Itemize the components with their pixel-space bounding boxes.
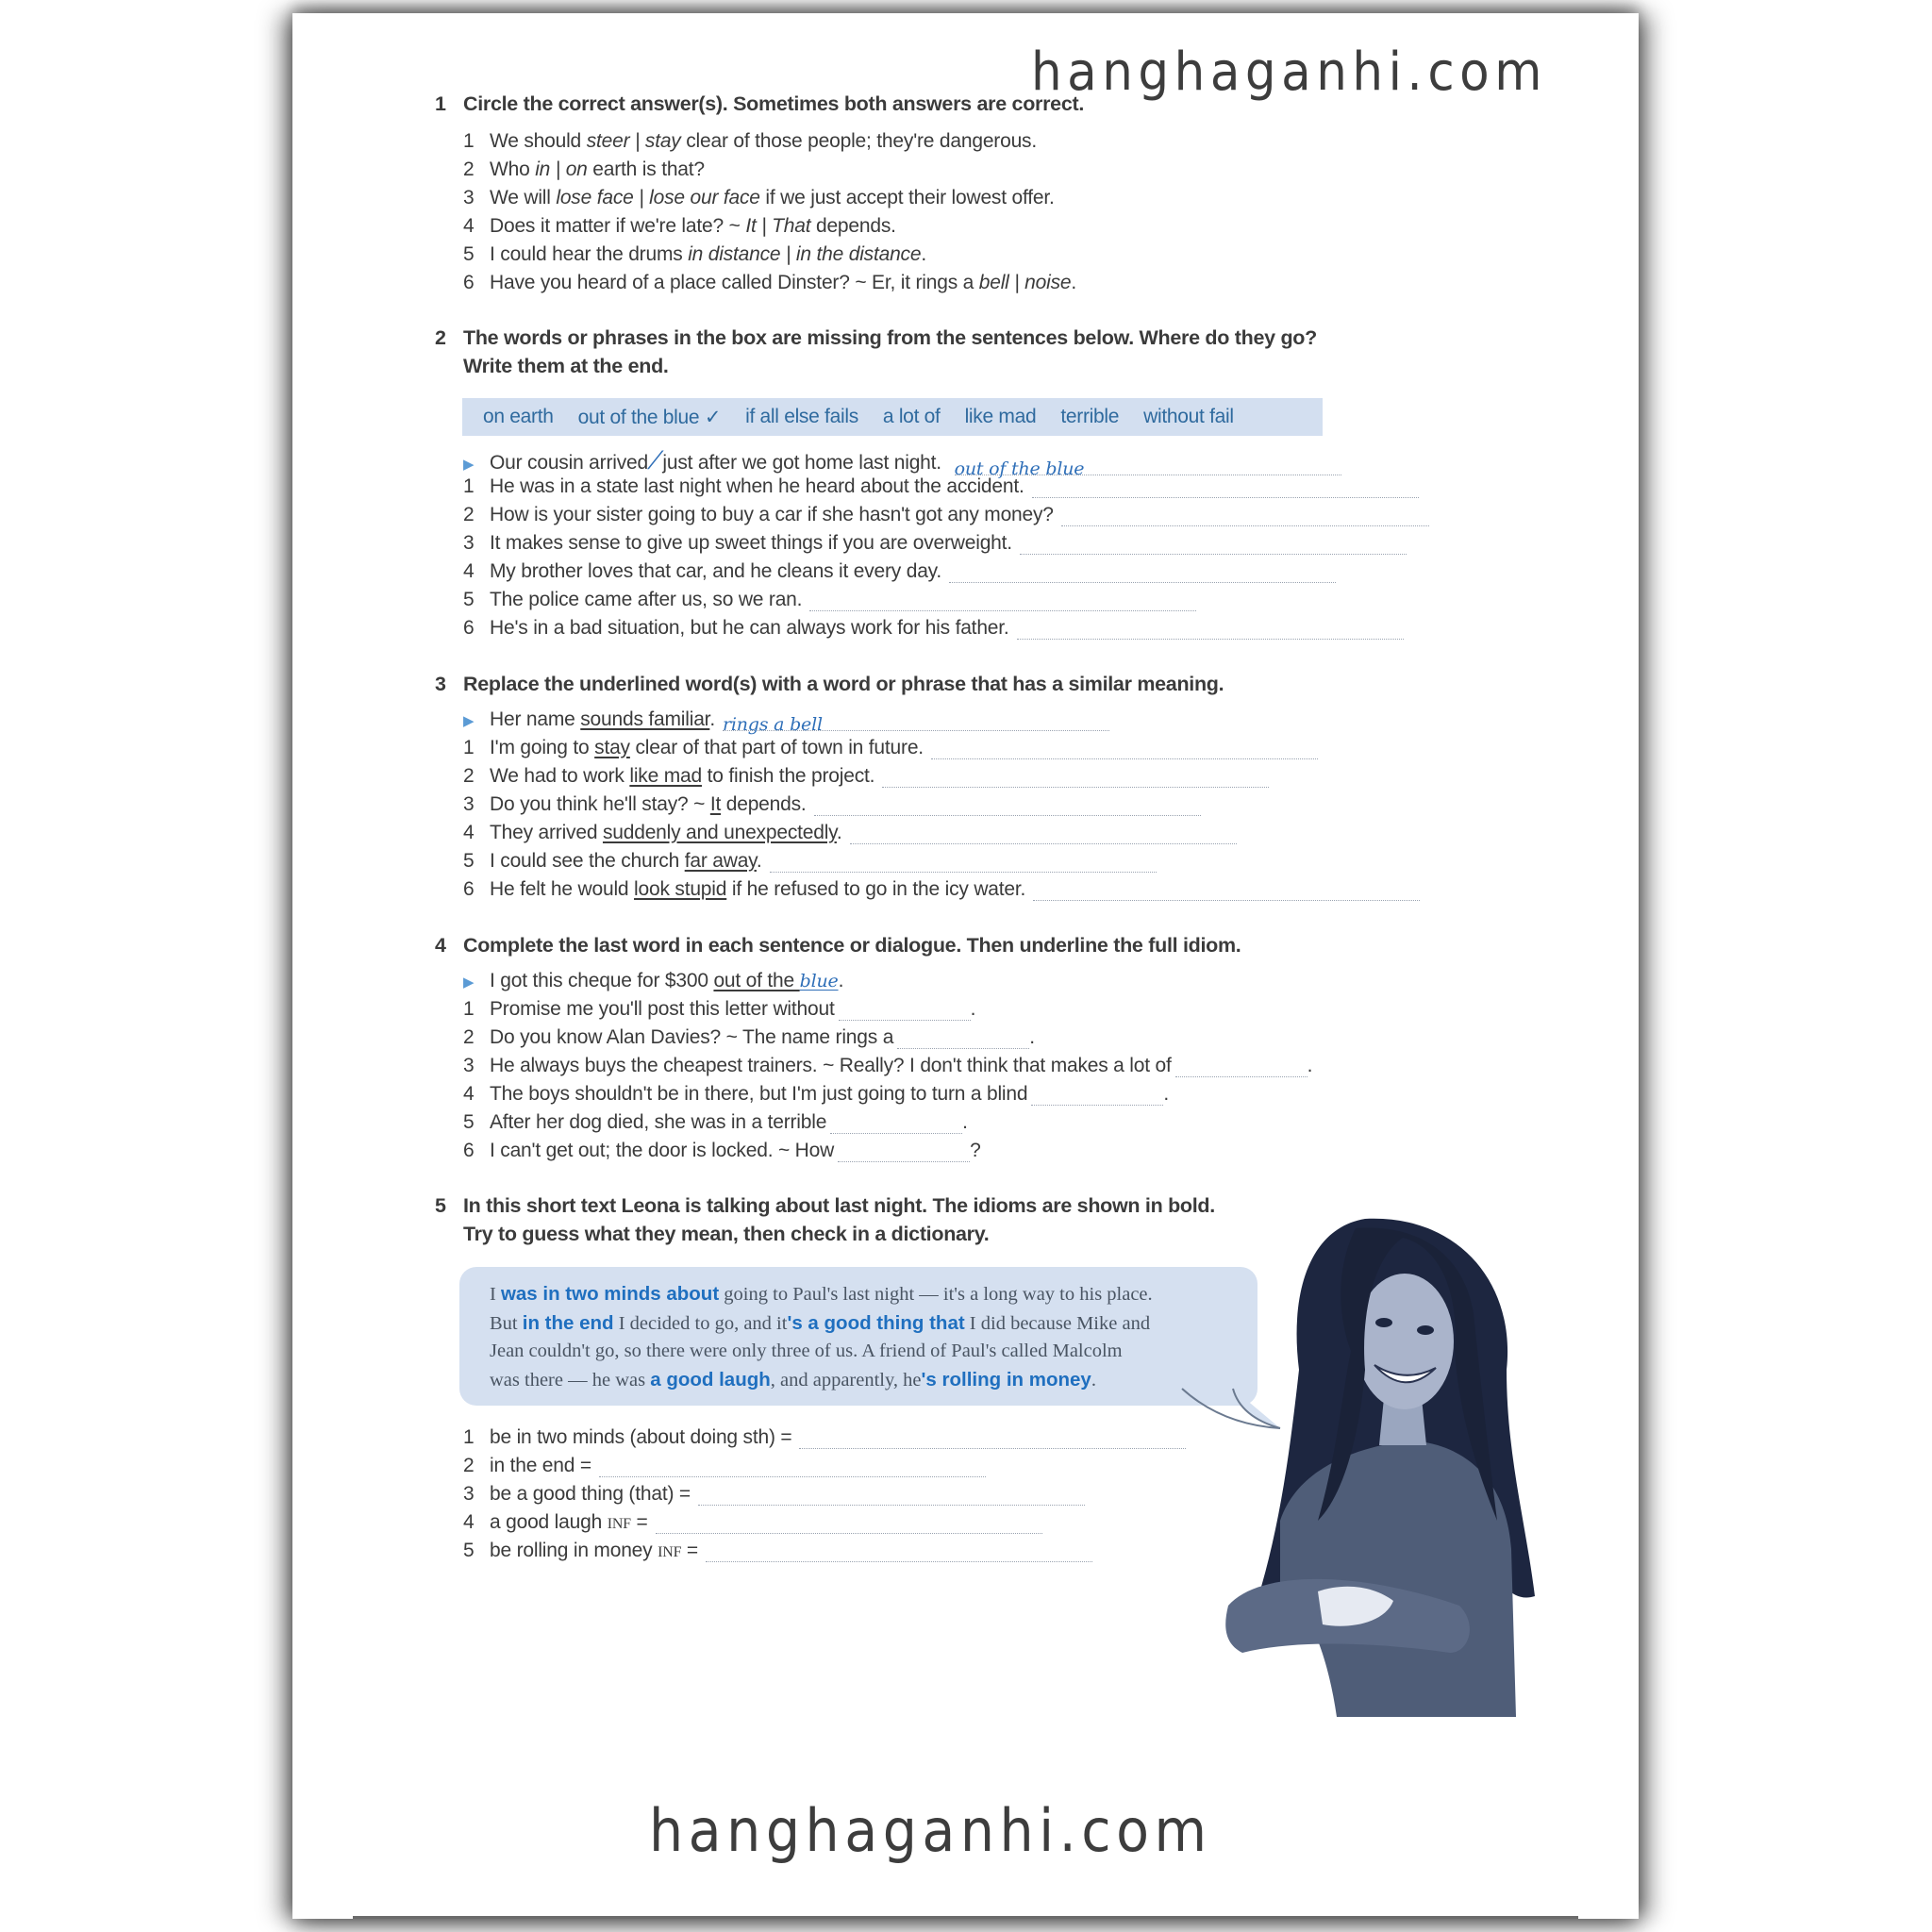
ex1-item[interactable]: 1 We should steer | stay clear of those people; they're dangerous.: [463, 130, 1037, 152]
answer-line[interactable]: [809, 593, 1196, 611]
ex3-example: ▶ Her name sounds familiar. rings a bell: [463, 708, 1109, 731]
page-bottom-rule: [353, 1916, 1578, 1919]
ex2-item: 6 He's in a bad situation, but he can always work for his father.: [463, 617, 1404, 640]
ex2-item: 4 My brother loves that car, and he cleans it every day.: [463, 560, 1336, 583]
answer-line[interactable]: rings a bell: [723, 713, 1109, 731]
answer-line[interactable]: [770, 855, 1157, 873]
answer-line[interactable]: [882, 770, 1269, 788]
answer-line[interactable]: [1032, 480, 1419, 498]
phrase: out of the blue ✓: [577, 406, 722, 428]
triangle-bullet-icon: ▶: [463, 457, 475, 473]
ex4-item: 5 After her dog died, she was in a terrible .: [463, 1111, 968, 1133]
ex2-item: 5 The police came after us, so we ran.: [463, 589, 1196, 611]
answer-line[interactable]: [706, 1544, 1092, 1562]
answer-line[interactable]: [698, 1488, 1085, 1506]
ex3-item: 3 Do you think he'll stay? ~ It depends.: [463, 793, 1201, 816]
phrase-box: [462, 398, 1323, 436]
ex3-item: 6 He felt he would look stupid if he refused to go in the icy water.: [463, 878, 1420, 901]
ex4-item: 4 The boys shouldn't be in there, but I'm just going to turn a blind .: [463, 1083, 1169, 1105]
ex4-item: 2 Do you know Alan Davies? ~ The name rings a .: [463, 1026, 1035, 1048]
answer-line[interactable]: [1031, 1088, 1163, 1106]
exercise-4-title: 4 Complete the last word in each sentence or dialogue. Then underline the full idiom.: [435, 934, 1241, 957]
exercise-1-title: 1 Circle the correct answer(s). Sometimes both answers are correct.: [435, 92, 1085, 115]
leona-photo: [1224, 1209, 1544, 1717]
ex1-item[interactable]: 3 We will lose face | lose our face if we just accept their lowest offer.: [463, 187, 1055, 208]
ex3-item: 1 I'm going to stay clear of that part of town in future.: [463, 737, 1318, 759]
answer-line[interactable]: [838, 1144, 970, 1162]
ex2-item: 1 He was in a state last night when he heard about the accident.: [463, 475, 1419, 498]
ex5-item: 2 in the end =: [463, 1455, 986, 1477]
exercise-3-title: 3 Replace the underlined word(s) with a word or phrase that has a similar meaning.: [435, 673, 1224, 695]
answer-line[interactable]: [1033, 883, 1420, 901]
ex1-item[interactable]: 5 I could hear the drums in distance | in the distance.: [463, 243, 926, 265]
ex5-item: 3 be a good thing (that) =: [463, 1483, 1085, 1506]
answer-line[interactable]: [1020, 537, 1407, 555]
answer-line[interactable]: [599, 1459, 986, 1477]
ex2-item: 2 How is your sister going to buy a car if she hasn't got any money?: [463, 504, 1429, 526]
answer-line[interactable]: [1017, 622, 1404, 640]
ex5-item: 5 be rolling in money INF =: [463, 1540, 1092, 1562]
ex3-item: 4 They arrived suddenly and unexpectedly.: [463, 822, 1237, 844]
answer-line[interactable]: [1175, 1059, 1307, 1077]
answer-line[interactable]: [799, 1431, 1186, 1449]
exercise-2-title: 2 The words or phrases in the box are missing from the sentences below. Where do they go?: [435, 326, 1317, 349]
phrase: like mad: [964, 406, 1037, 427]
answer-line[interactable]: [850, 826, 1237, 844]
triangle-bullet-icon: ▶: [463, 713, 475, 729]
speech-line: But in the end I decided to go, and it's a good thing that I did because Mike and: [490, 1311, 1151, 1334]
ex1-item[interactable]: 2 Who in | on earth is that?: [463, 158, 705, 180]
answer-line[interactable]: out of the blue: [955, 458, 1341, 475]
phrase: without fail: [1143, 406, 1234, 427]
phrase: if all else fails: [745, 406, 858, 427]
answer-line[interactable]: [1061, 508, 1429, 526]
exercise-2-title-line2: Write them at the end.: [463, 355, 669, 377]
exercise-5-title: 5 In this short text Leona is talking about last night. The idioms are shown in bold.: [435, 1194, 1215, 1217]
phrase: terrible: [1060, 406, 1120, 427]
ex4-item: 3 He always buys the cheapest trainers. ~ Really? I don't think that makes a lot of .: [463, 1055, 1313, 1076]
speech-line: I was in two minds about going to Paul's last night — it's a long way to his place.: [490, 1283, 1153, 1305]
ex5-item: 1 be in two minds (about doing sth) =: [463, 1426, 1186, 1449]
speech-bubble: [459, 1267, 1257, 1406]
watermark-bottom: hanghaganhi.com: [649, 1796, 1212, 1865]
answer-line[interactable]: [897, 1031, 1029, 1049]
exercise-5-title-line2: Try to guess what they mean, then check in a dictionary.: [463, 1223, 990, 1245]
ex4-item: 1 Promise me you'll post this letter without .: [463, 998, 976, 1020]
ex2-example: ▶ Our cousin arrived ⁄ just after we got home last night. out of the blue: [463, 447, 1341, 475]
watermark-top: hanghaganhi.com: [1031, 42, 1547, 103]
ex1-item[interactable]: 6 Have you heard of a place called Dinster? ~ Er, it rings a bell | noise.: [463, 272, 1077, 293]
answer-line[interactable]: [656, 1516, 1042, 1534]
answer-line[interactable]: [931, 741, 1318, 759]
ex3-item: 2 We had to work like mad to finish the project.: [463, 765, 1269, 788]
answer-line[interactable]: [839, 1003, 971, 1021]
ex1-item[interactable]: 4 Does it matter if we're late? ~ It | That depends.: [463, 215, 896, 237]
answer-line[interactable]: [830, 1116, 962, 1134]
phrase: a lot of: [882, 406, 941, 427]
ex5-item: 4 a good laugh INF =: [463, 1511, 1042, 1534]
ex4-example: ▶ I got this cheque for $300 out of the blue.: [463, 970, 844, 991]
answer-line[interactable]: [949, 565, 1336, 583]
triangle-bullet-icon: ▶: [463, 974, 475, 991]
ex2-item: 3 It makes sense to give up sweet things if you are overweight.: [463, 532, 1407, 555]
phrase: on earth: [483, 406, 554, 427]
ex4-item: 6 I can't get out; the door is locked. ~ How ?: [463, 1140, 981, 1161]
speech-line: was there — he was a good laugh, and apparently, he's rolling in money.: [490, 1368, 1096, 1391]
answer-line[interactable]: [814, 798, 1201, 816]
ex3-item: 5 I could see the church far away.: [463, 850, 1157, 873]
speech-line: Jean couldn't go, so there were only three of us. A friend of Paul's called Malcolm: [490, 1341, 1123, 1361]
